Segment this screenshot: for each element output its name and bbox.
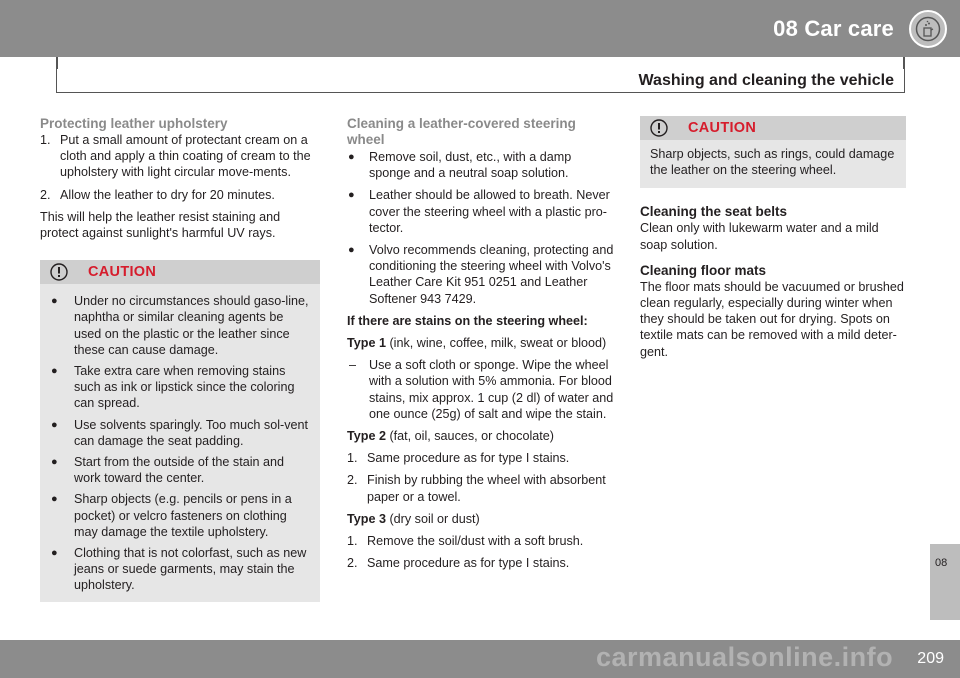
list-item [347,450,615,466]
heading-floor-mats: Cleaning floor mats [640,262,767,278]
watermark: carmanualsonline.info [596,642,894,672]
type3-label: Type 3 [347,511,386,526]
list-text: Same procedure as for type I stains. [367,451,570,466]
list-item [347,357,615,422]
warning-icon [50,263,68,281]
list-number: 1. [40,133,51,147]
column-1 [40,116,320,602]
column-3 [640,116,906,360]
list-text: Same procedure as for type I stains. [367,556,570,571]
list-text: Volvo recommends cleaning, protecting and conditioning the steering wheel with Volvo's Leather Care Kit 951 0251 and Leather Softener 943 7429. [369,243,614,306]
list-text: Use solvents sparingly. Too much sol-vent can damage the seat padding. [74,417,309,448]
list-text: Under no circumstances should gaso-line, naphtha or similar cleaning agents be used on the plastic or the leather since these can cause damage. [74,294,309,357]
car-care-icon [909,10,947,48]
bullet-icon: ● [51,365,58,378]
caution-box-upholstery [40,260,320,601]
list-number: 1. [347,534,358,549]
list-item [347,149,615,181]
list-text: Put a small amount of protectant cream on a cloth and apply a thin coating of cream to the upholstery with light circular move-ments. [60,133,311,180]
bullet-icon: ● [348,151,355,163]
bullet-icon: ● [51,418,58,431]
type3-line [347,511,615,527]
type2-text: (fat, oil, sauces, or chocolate) [385,429,554,444]
list-item [50,293,310,358]
bullet-icon: ● [348,244,355,257]
type2-label: Type 2 [347,429,386,444]
page-number: 209 [917,650,944,667]
header-connector-right [903,57,905,69]
heading-protecting-leather: Protecting leather upholstery [40,116,228,131]
stains-heading: If there are stains on the steering wheel: [347,313,588,328]
paragraph-floor-mats: The floor mats should be vacuumed or brushed clean regularly, especially during winter when they should be taken out for drying. Spots on textile mats can be removed with a mild deter-gent. [640,279,904,359]
bullet-icon: ● [348,189,355,202]
list-item [50,363,310,412]
list-item [50,454,310,486]
chapter-side-tab [930,544,960,620]
type2-line [347,428,615,444]
list-text: Take extra care when removing stains such as ink or lipstick since the coloring can spread. [74,364,295,411]
caution-box-steering-wheel [640,116,906,188]
caution-body [640,140,906,180]
chapter-tab-label: 08 [935,557,948,569]
bullet-icon: ● [51,295,58,308]
caution-label: CAUTION [88,264,157,281]
list-item [50,491,310,540]
caution-header [40,260,320,284]
list-text: Remove the soil/dust with a soft brush. [367,534,584,549]
dash-marker: – [349,358,357,373]
list-text: Sharp objects (e.g. pencils or pens in a pocket) or velcro fasteners on clothing may damage the textile upholstery. [74,492,292,539]
list-number: 1. [347,451,358,466]
caution-text: Sharp objects, such as rings, could damage the leather on the steering wheel. [650,147,895,178]
list-item [50,545,310,594]
caution-label: CAUTION [688,120,757,136]
type3-text: (dry soil or dust) [385,511,480,526]
list-item [347,555,615,571]
list-number: 2. [40,187,51,202]
list-text: Remove soil, dust, etc., with a damp sponge and a neutral soap solution. [369,150,572,181]
caution-body [40,284,320,593]
section-title-box [56,69,905,93]
list-text: Start from the outside of the stain and work toward the center. [74,455,285,486]
bullet-icon: ● [51,493,58,506]
type1-line [347,335,615,351]
bullet-icon: ● [51,456,58,469]
section-title: Washing and cleaning the vehicle [638,72,894,89]
list-text: Finish by rubbing the wheel with absorbent paper or a towel. [367,473,606,504]
caution-header [640,116,906,140]
list-item [40,132,320,181]
paragraph-seat-belts: Clean only with lukewarm water and a mild soap solution. [640,221,879,252]
type1-text: (ink, wine, coffee, milk, sweat or blood) [385,336,607,351]
list-item [40,187,320,203]
list-item [347,472,615,504]
header-connector-left [56,57,58,69]
list-number: 2. [347,473,358,488]
list-item [347,187,615,236]
list-text: Clothing that is not colorfast, such as new jeans or suede garments, may stain the upholstery. [74,546,307,593]
paragraph-uv-protection: This will help the leather resist staining and protect against sunlight's harmful UV rays. [40,209,281,241]
list-text: Allow the leather to dry for 20 minutes. [60,187,275,202]
list-item [347,533,615,549]
chapter-title: 08 Car care [773,16,894,41]
list-item [50,417,310,449]
bullet-icon: ● [51,547,58,560]
heading-steering-wheel: Cleaning a leather-covered steering wheel [347,116,576,147]
list-number: 2. [347,556,358,571]
column-2 [347,116,615,571]
list-text: Use a soft cloth or sponge. Wipe the wheel with a solution with 5% ammonia. For blood stains, mix approx. 1 cup (2 dl) of water and one ounce (25g) of salt and wipe the stain. [369,358,614,421]
type1-label: Type 1 [347,336,386,351]
warning-icon [650,119,668,137]
list-text: Leather should be allowed to breath. Never cover the steering wheel with a plastic pro-tector. [369,188,610,235]
heading-seat-belts: Cleaning the seat belts [640,204,788,220]
list-item [347,242,615,307]
